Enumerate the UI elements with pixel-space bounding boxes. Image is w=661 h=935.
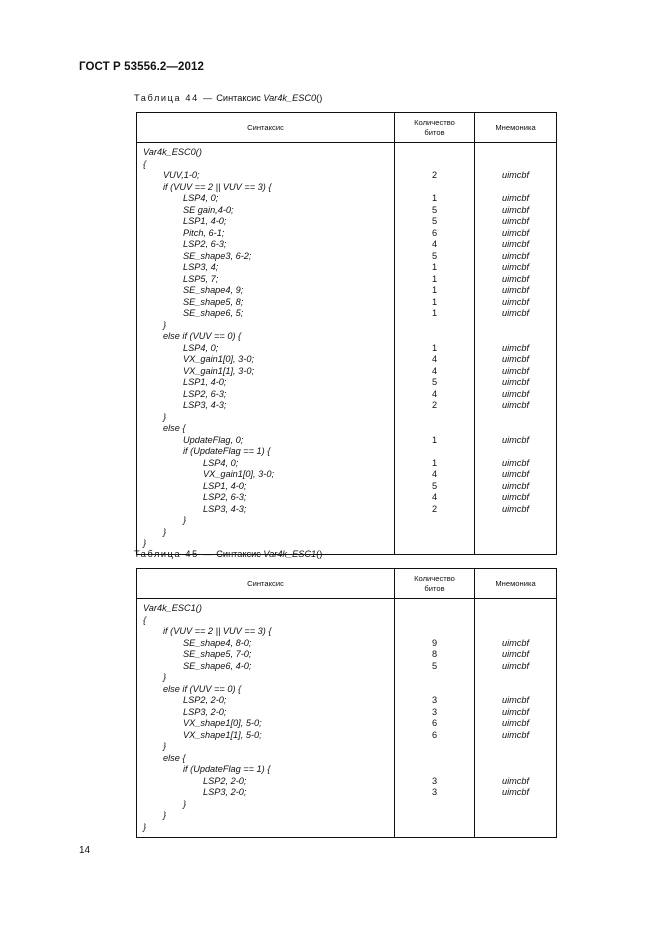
column-header-mnemonic: Мнемоника — [475, 113, 557, 143]
syntax-line: VUV,1-0; — [163, 170, 200, 180]
bits-value: 4 — [431, 492, 438, 502]
syntax-line: else if (VUV == 0) { — [163, 683, 242, 694]
mnemonic-value: uimcbf — [501, 216, 530, 226]
bits-value: 1 — [431, 457, 438, 468]
bits-value — [395, 764, 474, 776]
bits-value — [395, 799, 474, 811]
mnemonic-value: uimcbf — [501, 492, 530, 502]
syntax-line: LSP3, 4; — [183, 262, 219, 272]
mnemonic-value — [475, 741, 556, 753]
mnemonic-value: uimcbf — [501, 388, 530, 399]
syntax-line: } — [163, 741, 167, 751]
bits-value — [395, 412, 474, 424]
bits-value — [395, 147, 474, 159]
mnemonic-cell — [475, 599, 557, 838]
syntax-line: else if (VUV == 0) { — [163, 331, 242, 341]
mnemonic-value: uimcbf — [501, 285, 530, 295]
syntax-line: LSP1, 4-0; — [183, 377, 227, 387]
mnemonic-value — [475, 412, 556, 424]
caption-text: Синтаксис — [216, 93, 261, 103]
syntax-line: VX_gain1[1], 3-0; — [183, 365, 254, 376]
mnemonic-value: uimcbf — [501, 718, 530, 728]
mnemonic-value: uimcbf — [501, 434, 530, 445]
bits-value: 1 — [431, 193, 438, 203]
bits-value: 1 — [431, 308, 438, 318]
mnemonic-value — [475, 684, 556, 696]
syntax-line: VX_gain1[0], 3-0; — [183, 354, 254, 364]
column-header-bits-label: Количество битов — [414, 117, 455, 137]
bits-value — [395, 615, 474, 627]
bits-value: 4 — [431, 469, 438, 479]
mnemonic-value — [475, 603, 556, 615]
syntax-line: SE_shape4, 8-0; — [183, 637, 252, 648]
bits-value — [395, 603, 474, 615]
syntax-line: LSP3, 4-3; — [203, 503, 247, 514]
syntax-line: } — [163, 411, 167, 422]
syntax-cell — [137, 599, 395, 838]
mnemonic-value — [475, 423, 556, 435]
syntax-line: } — [163, 672, 167, 682]
mnemonic-value: uimcbf — [501, 250, 530, 261]
syntax-line: { — [143, 158, 147, 169]
bits-value: 5 — [431, 204, 438, 215]
mnemonic-value — [475, 799, 556, 811]
mnemonic-value: uimcbf — [501, 503, 530, 514]
mnemonic-value: uimcbf — [501, 637, 530, 648]
document-header: ГОСТ Р 53556.2—2012 — [79, 61, 204, 73]
mnemonic-value: uimcbf — [501, 262, 530, 272]
syntax-line: Var4k_ESC1() — [143, 603, 202, 613]
mnemonic-value: uimcbf — [501, 729, 530, 740]
bits-value: 5 — [431, 216, 438, 226]
mnemonic-value: uimcbf — [501, 706, 530, 717]
bits-value: 5 — [431, 480, 438, 491]
page-number: 14 — [79, 845, 91, 856]
caption-prefix: Таблица 45 — — [134, 549, 214, 559]
mnemonic-value — [475, 810, 556, 822]
mnemonic-value: uimcbf — [501, 273, 530, 284]
mnemonic-value: uimcbf — [501, 480, 530, 491]
mnemonic-cell — [475, 143, 557, 555]
mnemonic-value: uimcbf — [501, 193, 530, 203]
mnemonic-value: uimcbf — [501, 342, 530, 353]
mnemonic-value: uimcbf — [501, 649, 530, 659]
mnemonic-value: uimcbf — [501, 170, 530, 180]
bits-value: 1 — [431, 296, 438, 307]
mnemonic-value: uimcbf — [501, 457, 530, 468]
syntax-line: LSP5, 7; — [183, 273, 219, 284]
mnemonic-value — [475, 753, 556, 765]
mnemonic-value — [475, 147, 556, 159]
bits-value: 4 — [431, 239, 438, 249]
column-header-bits-label: Количество битов — [414, 573, 455, 593]
mnemonic-value — [475, 446, 556, 458]
caption-text: Синтаксис — [216, 549, 261, 559]
syntax-line: } — [143, 538, 147, 548]
bits-value: 1 — [431, 342, 438, 353]
syntax-line: SE_shape3, 6-2; — [183, 250, 252, 261]
bits-value — [395, 182, 474, 194]
bits-value: 6 — [431, 227, 438, 238]
syntax-line: LSP2, 2-0; — [183, 695, 227, 705]
bits-value: 4 — [431, 354, 438, 364]
mnemonic-value — [475, 672, 556, 684]
mnemonic-value: uimcbf — [501, 204, 530, 215]
syntax-line: UpdateFlag, 0; — [183, 434, 244, 445]
syntax-cell — [137, 143, 395, 555]
syntax-line: VX_shape1[1], 5-0; — [183, 729, 262, 740]
syntax-line: else { — [163, 423, 186, 433]
column-header-mnemonic: Мнемоника — [475, 569, 557, 599]
mnemonic-value: uimcbf — [501, 660, 530, 671]
bits-value: 6 — [431, 718, 438, 728]
mnemonic-value — [475, 538, 556, 550]
bits-value: 5 — [431, 377, 438, 387]
bits-value: 1 — [431, 434, 438, 445]
syntax-line: SE_shape5, 8; — [183, 296, 244, 307]
bits-value — [395, 446, 474, 458]
bits-value: 5 — [431, 660, 438, 671]
bits-value: 3 — [431, 787, 438, 797]
syntax-line: } — [163, 319, 167, 330]
mnemonic-value: uimcbf — [501, 775, 530, 786]
mnemonic-value: uimcbf — [501, 227, 530, 238]
mnemonic-value: uimcbf — [501, 377, 530, 387]
syntax-line: } — [143, 821, 147, 832]
column-header-syntax: Синтаксис — [137, 113, 395, 143]
mnemonic-value — [475, 159, 556, 171]
bits-value: 1 — [431, 262, 438, 272]
syntax-line: LSP2, 6-3; — [203, 492, 247, 502]
mnemonic-value — [475, 764, 556, 776]
bits-value — [395, 822, 474, 834]
syntax-line: LSP3, 4-3; — [183, 400, 227, 410]
mnemonic-value — [475, 331, 556, 343]
syntax-line: LSP4, 0; — [183, 193, 219, 203]
mnemonic-value: uimcbf — [501, 787, 530, 797]
syntax-line: if (VUV == 2 || VUV == 3) { — [163, 626, 272, 636]
mnemonic-value — [475, 182, 556, 194]
column-header-syntax: Синтаксис — [137, 569, 395, 599]
syntax-line: LSP2, 2-0; — [203, 775, 247, 786]
mnemonic-value: uimcbf — [501, 400, 530, 410]
bits-value: 4 — [431, 365, 438, 376]
bits-value: 2 — [431, 503, 438, 514]
syntax-line: if (UpdateFlag == 1) { — [183, 764, 271, 774]
syntax-line: LSP3, 2-0; — [203, 787, 247, 797]
table-44-caption — [134, 93, 322, 103]
syntax-line: } — [163, 526, 167, 537]
caption-suffix: () — [316, 93, 323, 103]
syntax-line: LSP2, 6-3; — [183, 239, 227, 249]
syntax-table-44 — [136, 112, 557, 555]
bits-value — [395, 810, 474, 822]
mnemonic-value: uimcbf — [501, 695, 530, 705]
syntax-line: LSP2, 6-3; — [183, 388, 227, 399]
bits-value — [395, 684, 474, 696]
syntax-line: LSP3, 2-0; — [183, 706, 227, 717]
syntax-line: LSP4, 0; — [183, 342, 219, 353]
syntax-line: LSP1, 4-0; — [183, 216, 227, 226]
mnemonic-value — [475, 320, 556, 332]
syntax-line: LSP1, 4-0; — [203, 480, 247, 491]
bits-value: 1 — [431, 273, 438, 284]
syntax-line: SE_shape5, 7-0; — [183, 649, 252, 659]
syntax-line: SE_shape6, 5; — [183, 308, 244, 318]
caption-func: Var4k_ESC0 — [263, 93, 317, 103]
bits-value: 3 — [431, 706, 438, 717]
bits-cell — [395, 143, 475, 555]
mnemonic-value — [475, 822, 556, 834]
caption-func: Var4k_ESC1 — [263, 549, 317, 559]
mnemonic-value — [475, 527, 556, 539]
caption-suffix: () — [316, 549, 323, 559]
syntax-line: LSP4, 0; — [203, 457, 239, 468]
bits-value: 3 — [431, 775, 438, 786]
syntax-line: } — [183, 798, 187, 809]
mnemonic-value: uimcbf — [501, 239, 530, 249]
syntax-line: } — [163, 810, 167, 820]
bits-value: 8 — [431, 649, 438, 659]
syntax-line: { — [143, 614, 147, 625]
bits-value — [395, 515, 474, 527]
bits-value: 3 — [431, 695, 438, 705]
table-45-caption — [134, 549, 322, 559]
syntax-line: if (VUV == 2 || VUV == 3) { — [163, 181, 272, 192]
bits-value — [395, 672, 474, 684]
bits-value: 1 — [431, 285, 438, 295]
syntax-line: Var4k_ESC0() — [143, 147, 202, 157]
syntax-line: } — [183, 515, 187, 525]
syntax-line: else { — [163, 752, 186, 763]
syntax-line: SE gain,4-0; — [183, 204, 234, 215]
mnemonic-value — [475, 515, 556, 527]
syntax-line: SE_shape4, 9; — [183, 285, 244, 295]
caption-prefix: Таблица 44 — — [134, 93, 214, 103]
syntax-line: VX_gain1[0], 3-0; — [203, 469, 274, 479]
bits-value — [395, 741, 474, 753]
bits-value — [395, 538, 474, 550]
mnemonic-value — [475, 615, 556, 627]
bits-value: 4 — [431, 388, 438, 399]
bits-value: 5 — [431, 250, 438, 261]
syntax-line: SE_shape6, 4-0; — [183, 660, 252, 671]
bits-value — [395, 423, 474, 435]
mnemonic-value: uimcbf — [501, 296, 530, 307]
bits-value — [395, 626, 474, 638]
syntax-line: if (UpdateFlag == 1) { — [183, 446, 271, 456]
bits-value: 6 — [431, 729, 438, 740]
column-header-bits — [395, 113, 475, 143]
bits-value: 9 — [431, 637, 438, 648]
bits-value — [395, 159, 474, 171]
bits-value — [395, 753, 474, 765]
mnemonic-value: uimcbf — [501, 308, 530, 318]
mnemonic-value: uimcbf — [501, 354, 530, 364]
bits-value — [395, 527, 474, 539]
bits-value: 2 — [431, 170, 438, 180]
bits-value — [395, 331, 474, 343]
bits-value — [395, 320, 474, 332]
bits-cell — [395, 599, 475, 838]
mnemonic-value: uimcbf — [501, 469, 530, 479]
mnemonic-value — [475, 626, 556, 638]
syntax-line: VX_shape1[0], 5-0; — [183, 718, 262, 728]
mnemonic-value: uimcbf — [501, 365, 530, 376]
syntax-line: Pitch, 6-1; — [183, 227, 225, 238]
syntax-table-45 — [136, 568, 557, 838]
column-header-bits — [395, 569, 475, 599]
bits-value: 2 — [431, 400, 438, 410]
